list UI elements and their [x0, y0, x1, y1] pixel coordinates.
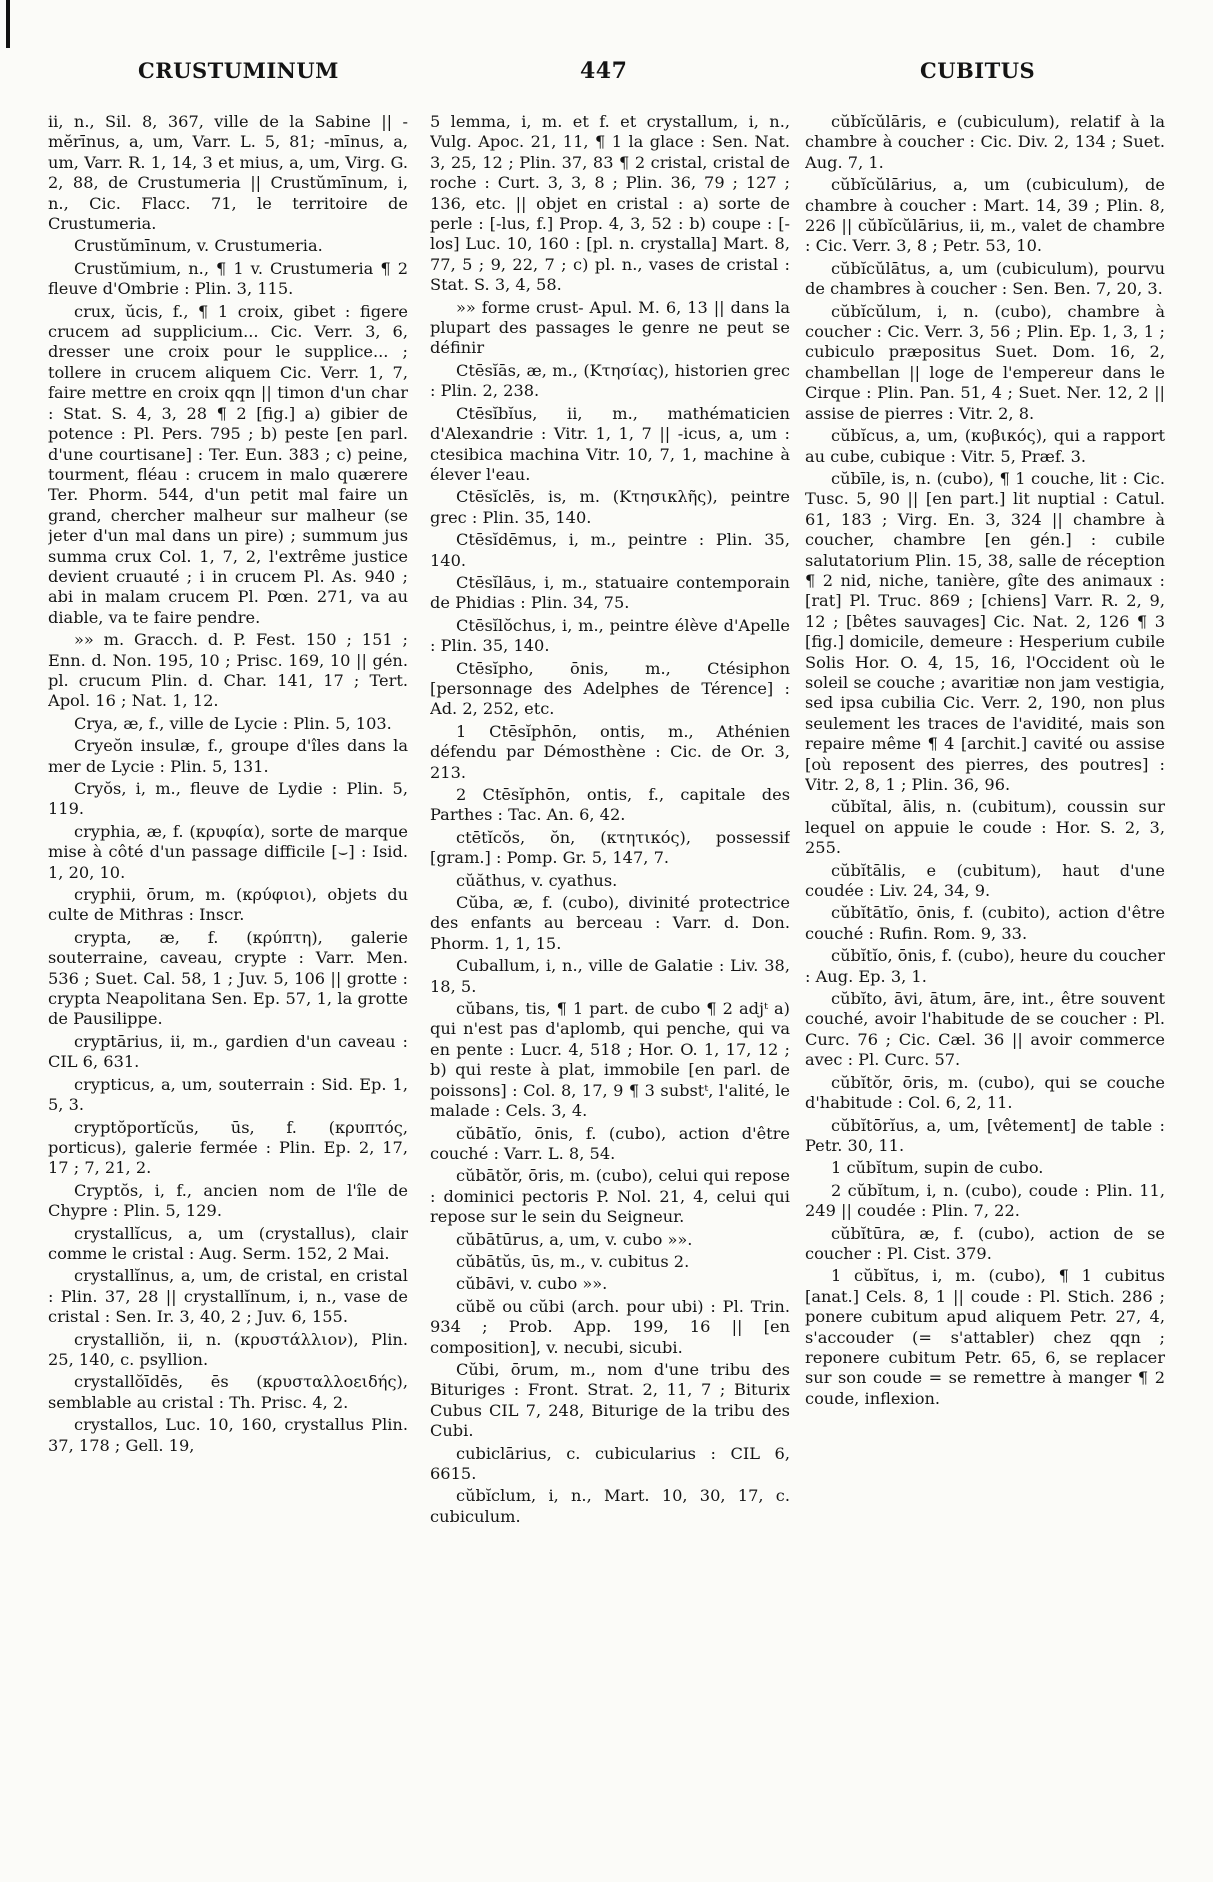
dictionary-entry: Ctēsĭdēmus, i, m., peintre : Plin. 35, 140.: [430, 530, 790, 570]
dictionary-entry: ctētĭcŏs, ŏn, (κτητικός), possessif [gram.] : Pomp. Gr. 5, 147, 7.: [430, 827, 790, 868]
dictionary-entry: Cryptŏs, i, f., ancien nom de l'île de Chypre : Plin. 5, 129.: [48, 1180, 408, 1221]
dictionary-entry: »» m. Gracch. d. P. Fest. 150 ; 151 ; Enn. d. Non. 195, 10 ; Prisc. 169, 10 || gén. pl. crucum Plin. d. Char. 141, 17 ; Tert. Apol. 16 ; Nat. 1, 12.: [48, 630, 408, 711]
dictionary-entry: Cuballum, i, n., ville de Galatie : Liv. 38, 18, 5.: [430, 956, 790, 996]
dictionary-entry: cŭbans, tis, ¶ 1 part. de cubo ¶ 2 adjᵗ a) qui n'est pas d'aplomb, qui penche, qui va en pente : Lucr. 4, 518 ; Hor. O. 1, 17, 12 ; b) qui reste à plat, immobile [en parl. de poissons] : Col. 8, 17, 9 ¶ 3 substᵗ, l'alité, le malade : Cels. 3, 4.: [430, 999, 790, 1121]
dictionary-entry: cŭbātŭs, ūs, m., v. cubitus 2.: [456, 1251, 690, 1271]
dictionary-entry: cŭbĭcŭlāris, e (cubiculum), relatif à la chambre à coucher : Cic. Div. 2, 134 ; Suet. Aug. 7, 1.: [805, 112, 1165, 172]
dictionary-entry: Cŭbi, ōrum, m., nom d'une tribu des Bituriges : Front. Strat. 2, 11, 7 ; Biturix Cubus CIL 7, 248, Biturige de la tribu des Cubi.: [430, 1359, 790, 1441]
dictionary-entry: 5 lemma, i, m. et f. et crystallum, i, n., Vulg. Apoc. 21, 11, ¶ 1 la glace : Sen. Nat. 3, 25, 12 ; Plin. 37, 83 ¶ 2 cristal, cristal de roche : Curt. 3, 3, 8 ; Plin. 36, 79 ; 127 ; 136, etc. || objet en cristal : a) sorte de perle : [-lus, f.] Prop. 4, 3, 52 : b) coupe : [-los] Luc. 10, 160 : [pl. n. crystalla] Mart. 8, 77, 5 ; 9, 22, 7 ; c) pl. n., vases de cristal : Stat. S. 3, 4, 58.: [430, 112, 790, 295]
dictionary-entry: cŭbĭcus, a, um, (κυβικός), qui a rapport au cube, cubique : Vitr. 5, Præf. 3.: [805, 426, 1165, 466]
dictionary-entry: Ctēsĭlāus, i, m., statuaire contemporain de Phidias : Plin. 34, 75.: [430, 572, 790, 613]
dictionary-entry: crystalliŏn, ii, n. (κρυστάλλιον), Plin. 25, 140, c. psyllion.: [48, 1329, 408, 1369]
dictionary-entry: crystallĭcus, a, um (crystallus), clair comme le cristal : Aug. Serm. 152, 2 Mai.: [48, 1223, 408, 1263]
dictionary-entry: cŭbĭcŭlātus, a, um (cubiculum), pourvu de chambres à coucher : Sen. Ben. 7, 20, 3.: [805, 258, 1165, 299]
dictionary-entry: Ctēsĭpho, ōnis, m., Ctésiphon [personnage des Adelphes de Térence] : Ad. 2, 252, etc.: [430, 658, 790, 719]
dictionary-entry: Ctēsĭclēs, is, m. (Κτησικλῆς), peintre grec : Plin. 35, 140.: [430, 487, 790, 527]
dictionary-entry: 1 Ctēsĭphōn, ontis, m., Athénien défendu par Démosthène : Cic. de Or. 3, 213.: [430, 721, 790, 782]
page-number: 447: [580, 58, 628, 84]
dictionary-entry: »» forme crust- Apul. M. 6, 13 || dans la plupart des passages le genre ne peut se définir: [430, 297, 790, 358]
dictionary-entry: cryphia, æ, f. (κρυφία), sorte de marque mise à côté d'un passage difficile [⌣] : Isid. 1, 20, 10.: [48, 821, 408, 882]
dictionary-entry: crystallŏīdēs, ēs (κρυσταλλοειδής), semblable au cristal : Th. Prisc. 4, 2.: [48, 1372, 408, 1412]
dictionary-entry: crux, ŭcis, f., ¶ 1 croix, gibet : figere crucem ad supplicium... Cic. Verr. 3, 6, dresser une croix pour le supplice... ; tollere in crucem aliquem Cic. Verr. 1, 7, faire mettre en croix qqn || timon d'un char : Stat. S. 4, 3, 28 ¶ 2 [fig.] a) gibier de potence : Pl. Pers. 795 ; b) peste [en parl. d'une courtisane] : Ter. Eun. 383 ; c) peine, tourment, fléau : crucem in malo quærere Ter. Phorm. 544, d'un petit mal faire un grand, chercher malheur sur malheur (se jeter d'un mal dans un pire) ; summum jus summa crux Col. 1, 7, 2, l'extrême justice devient cruauté ; i in crucem Pl. As. 940 ; abi in malam crucem Pl. Pœn. 271, va au diable, va te faire pendre.: [48, 301, 408, 627]
dictionary-entry: crystallos, Luc. 10, 160, crystallus Plin. 37, 178 ; Gell. 19,: [48, 1415, 408, 1455]
dictionary-entry: crystallĭnus, a, um, de cristal, en cristal : Plin. 37, 28 || crystallĭnum, i, n., vase de cristal : Sen. Ir. 3, 40, 2 ; Juv. 6, 155.: [48, 1266, 408, 1327]
dictionary-entry: cryphii, ōrum, m. (κρύφιοι), objets du culte de Mithras : Inscr.: [48, 885, 408, 925]
dictionary-entry: cŭbĭtōrĭus, a, um, [vêtement] de table : Petr. 30, 11.: [805, 1115, 1165, 1155]
dictionary-entry: Ctēsĭās, æ, m., (Κτησίας), historien grec : Plin. 2, 238.: [430, 360, 790, 401]
dictionary-entry: Cryeŏn insulæ, f., groupe d'îles dans la mer de Lycie : Plin. 5, 131.: [48, 736, 408, 776]
dictionary-entry: Cryŏs, i, m., fleuve de Lydie : Plin. 5, 119.: [48, 779, 408, 819]
dictionary-entry: cŭăthus, v. cyathus.: [456, 870, 618, 890]
dictionary-entry: cŭbĭtālis, e (cubitum), haut d'une coudée : Liv. 24, 34, 9.: [805, 860, 1165, 901]
scan-edge-mark: [6, 0, 10, 48]
dictionary-entry: 1 cŭbĭtus, i, m. (cubo), ¶ 1 cubitus [anat.] Cels. 8, 1 || coude : Pl. Stich. 286 ; ponere cubitum apud aliquem Petr. 27, 4, s'accouder (= s'attabler) chez qqn ; reponere cubitum Petr. 65, 6, se replacer sur son coude = se remettre à manger ¶ 2 coude, inflexion.: [805, 1266, 1165, 1408]
dictionary-entry: cŭbĕ ou cŭbi (arch. pour ubi) : Pl. Trin. 934 ; Prob. App. 199, 16 || [en composition], v. necubi, sicubi.: [430, 1296, 790, 1357]
dictionary-column-2: [430, 112, 790, 1852]
dictionary-entry: cŭbĭtŏr, ōris, m. (cubo), qui se couche d'habitude : Col. 6, 2, 11.: [805, 1072, 1165, 1113]
dictionary-entry: cŭbātĭo, ōnis, f. (cubo), action d'être couché : Varr. L. 8, 54.: [430, 1123, 790, 1163]
dictionary-entry: cŭbāvi, v. cubo »».: [456, 1274, 608, 1294]
dictionary-entry: Crustŭmīnum, v. Crustumeria.: [74, 236, 323, 256]
dictionary-entry: cŭbĭcŭlārius, a, um (cubiculum), de chambre à coucher : Mart. 14, 39 ; Plin. 8, 226 || cŭbĭcŭlārius, ii, m., valet de chambre : Cic. Verr. 3, 8 ; Petr. 53, 10.: [805, 175, 1165, 256]
dictionary-entry: cŭbĭtūra, æ, f. (cubo), action de se coucher : Pl. Cist. 379.: [805, 1223, 1165, 1263]
dictionary-entry: cŭbĭcŭlum, i, n. (cubo), chambre à coucher : Cic. Verr. 3, 56 ; Plin. Ep. 1, 3, 1 ; cubiculo præpositus Suet. Dom. 16, 2, chambellan || loge de l'empereur dans le Cirque : Plin. Pan. 51, 4 ; Suet. Ner. 12, 2 || assise de pierres : Vitr. 2, 8.: [805, 301, 1165, 423]
header-left-word: CRUSTUMINUM: [138, 58, 339, 83]
dictionary-entry: Ctēsĭbĭus, ii, m., mathématicien d'Alexandrie : Vitr. 1, 1, 7 || -icus, a, um : ctesibica machina Vitr. 10, 7, 1, machine à élever l'eau.: [430, 403, 790, 484]
dictionary-entry: ii, n., Sil. 8, 367, ville de la Sabine || -mĕrīnus, a, um, Varr. L. 5, 81; -mīnus, a, um, Varr. R. 1, 14, 3 et mius, a, um, Virg. G. 2, 88, de Crustumeria || Crustŭmīnum, i, n., Cic. Flacc. 71, le territoire de Crustumeria.: [48, 112, 408, 234]
dictionary-entry: Ctēsĭlŏchus, i, m., peintre élève d'Apelle : Plin. 35, 140.: [430, 615, 790, 656]
dictionary-entry: cryptŏportĭcŭs, ūs, f. (κρυπτός, porticus), galerie fermée : Plin. Ep. 2, 17, 17 ; 7, 21, 2.: [48, 1117, 408, 1178]
dictionary-entry: Cŭba, æ, f. (cubo), divinité protectrice des enfants au berceau : Varr. d. Don. Phorm. 1, 1, 15.: [430, 893, 790, 953]
dictionary-entry: crypticus, a, um, souterrain : Sid. Ep. 1, 5, 3.: [48, 1074, 408, 1115]
dictionary-entry: cŭbātūrus, a, um, v. cubo »».: [456, 1229, 693, 1249]
dictionary-entry: cŭbīle, is, n. (cubo), ¶ 1 couche, lit : Cic. Tusc. 5, 90 || [en part.] lit nuptial : Catul. 61, 183 ; Virg. En. 3, 324 || chambre à coucher, chambre [en gén.] : cubile salutatorium Plin. 15, 38, salle de réception ¶ 2 nid, niche, tanière, gîte des animaux : [rat] Pl. Truc. 869 ; [chiens] Varr. R. 2, 9, 12 ; [bêtes sauvages] Cic. Nat. 2, 126 ¶ 3 [fig.] domicile, demeure : Hesperium cubile Solis Hor. O. 4, 15, 16, l'Occident où le soleil se couche ; avaritiæ non jam vestigia, sed ipsa cubilia Cic. Verr. 2, 190, non plus seulement les traces de l'avidité, mais son repaire même ¶ 4 [archit.] cavité ou assise [où reposent des pierres, des poutres] : Vitr. 2, 8, 1 ; Plin. 36, 96.: [805, 468, 1165, 794]
dictionary-entry: cubiclārius, c. cubicularius : CIL 6, 6615.: [430, 1443, 790, 1483]
dictionary-entry: cŭbātŏr, ōris, m. (cubo), celui qui repose : dominici pectoris P. Nol. 21, 4, celui qui repose sur le sein du Seigneur.: [430, 1166, 790, 1227]
dictionary-column-3: [805, 112, 1165, 1852]
dictionary-entry: 2 cŭbĭtum, i, n. (cubo), coude : Plin. 11, 249 || coudée : Plin. 7, 22.: [805, 1180, 1165, 1221]
dictionary-entry: Crustŭmium, n., ¶ 1 v. Crustumeria ¶ 2 fleuve d'Ombrie : Plin. 3, 115.: [48, 258, 408, 299]
dictionary-entry: cŭbĭto, āvi, ātum, āre, int., être souvent couché, avoir l'habitude de se coucher : Pl. Curc. 76 ; Cic. Cæl. 36 || avoir commerce avec : Pl. Curc. 57.: [805, 989, 1165, 1070]
dictionary-entry: 1 cŭbĭtum, supin de cubo.: [831, 1158, 1044, 1178]
dictionary-entry: Crya, æ, f., ville de Lycie : Plin. 5, 103.: [74, 713, 392, 733]
dictionary-entry: crypta, æ, f. (κρύπτη), galerie souterraine, caveau, crypte : Varr. Men. 536 ; Suet. Cal. 58, 1 ; Juv. 5, 106 || grotte : crypta Neapolitana Sen. Ep. 57, 1, la grotte de Pausilippe.: [48, 927, 408, 1029]
dictionary-column-1: [48, 112, 408, 1852]
header-right-word: CUBITUS: [920, 58, 1036, 83]
dictionary-entry: cŭbĭtĭo, ōnis, f. (cubo), heure du coucher : Aug. Ep. 3, 1.: [805, 946, 1165, 986]
running-header: [0, 58, 1213, 98]
dictionary-entry: cŭbĭclum, i, n., Mart. 10, 30, 17, c. cubiculum.: [430, 1486, 790, 1526]
dictionary-entry: cryptārius, ii, m., gardien d'un caveau : CIL 6, 631.: [48, 1031, 408, 1072]
dictionary-entry: cŭbĭtal, ālis, n. (cubitum), coussin sur lequel on appuie le coude : Hor. S. 2, 3, 255.: [805, 797, 1165, 858]
dictionary-entry: 2 Ctēsĭphōn, ontis, f., capitale des Parthes : Tac. An. 6, 42.: [430, 785, 790, 825]
dictionary-entry: cŭbĭtātĭo, ōnis, f. (cubito), action d'être couché : Rufin. Rom. 9, 33.: [805, 903, 1165, 943]
